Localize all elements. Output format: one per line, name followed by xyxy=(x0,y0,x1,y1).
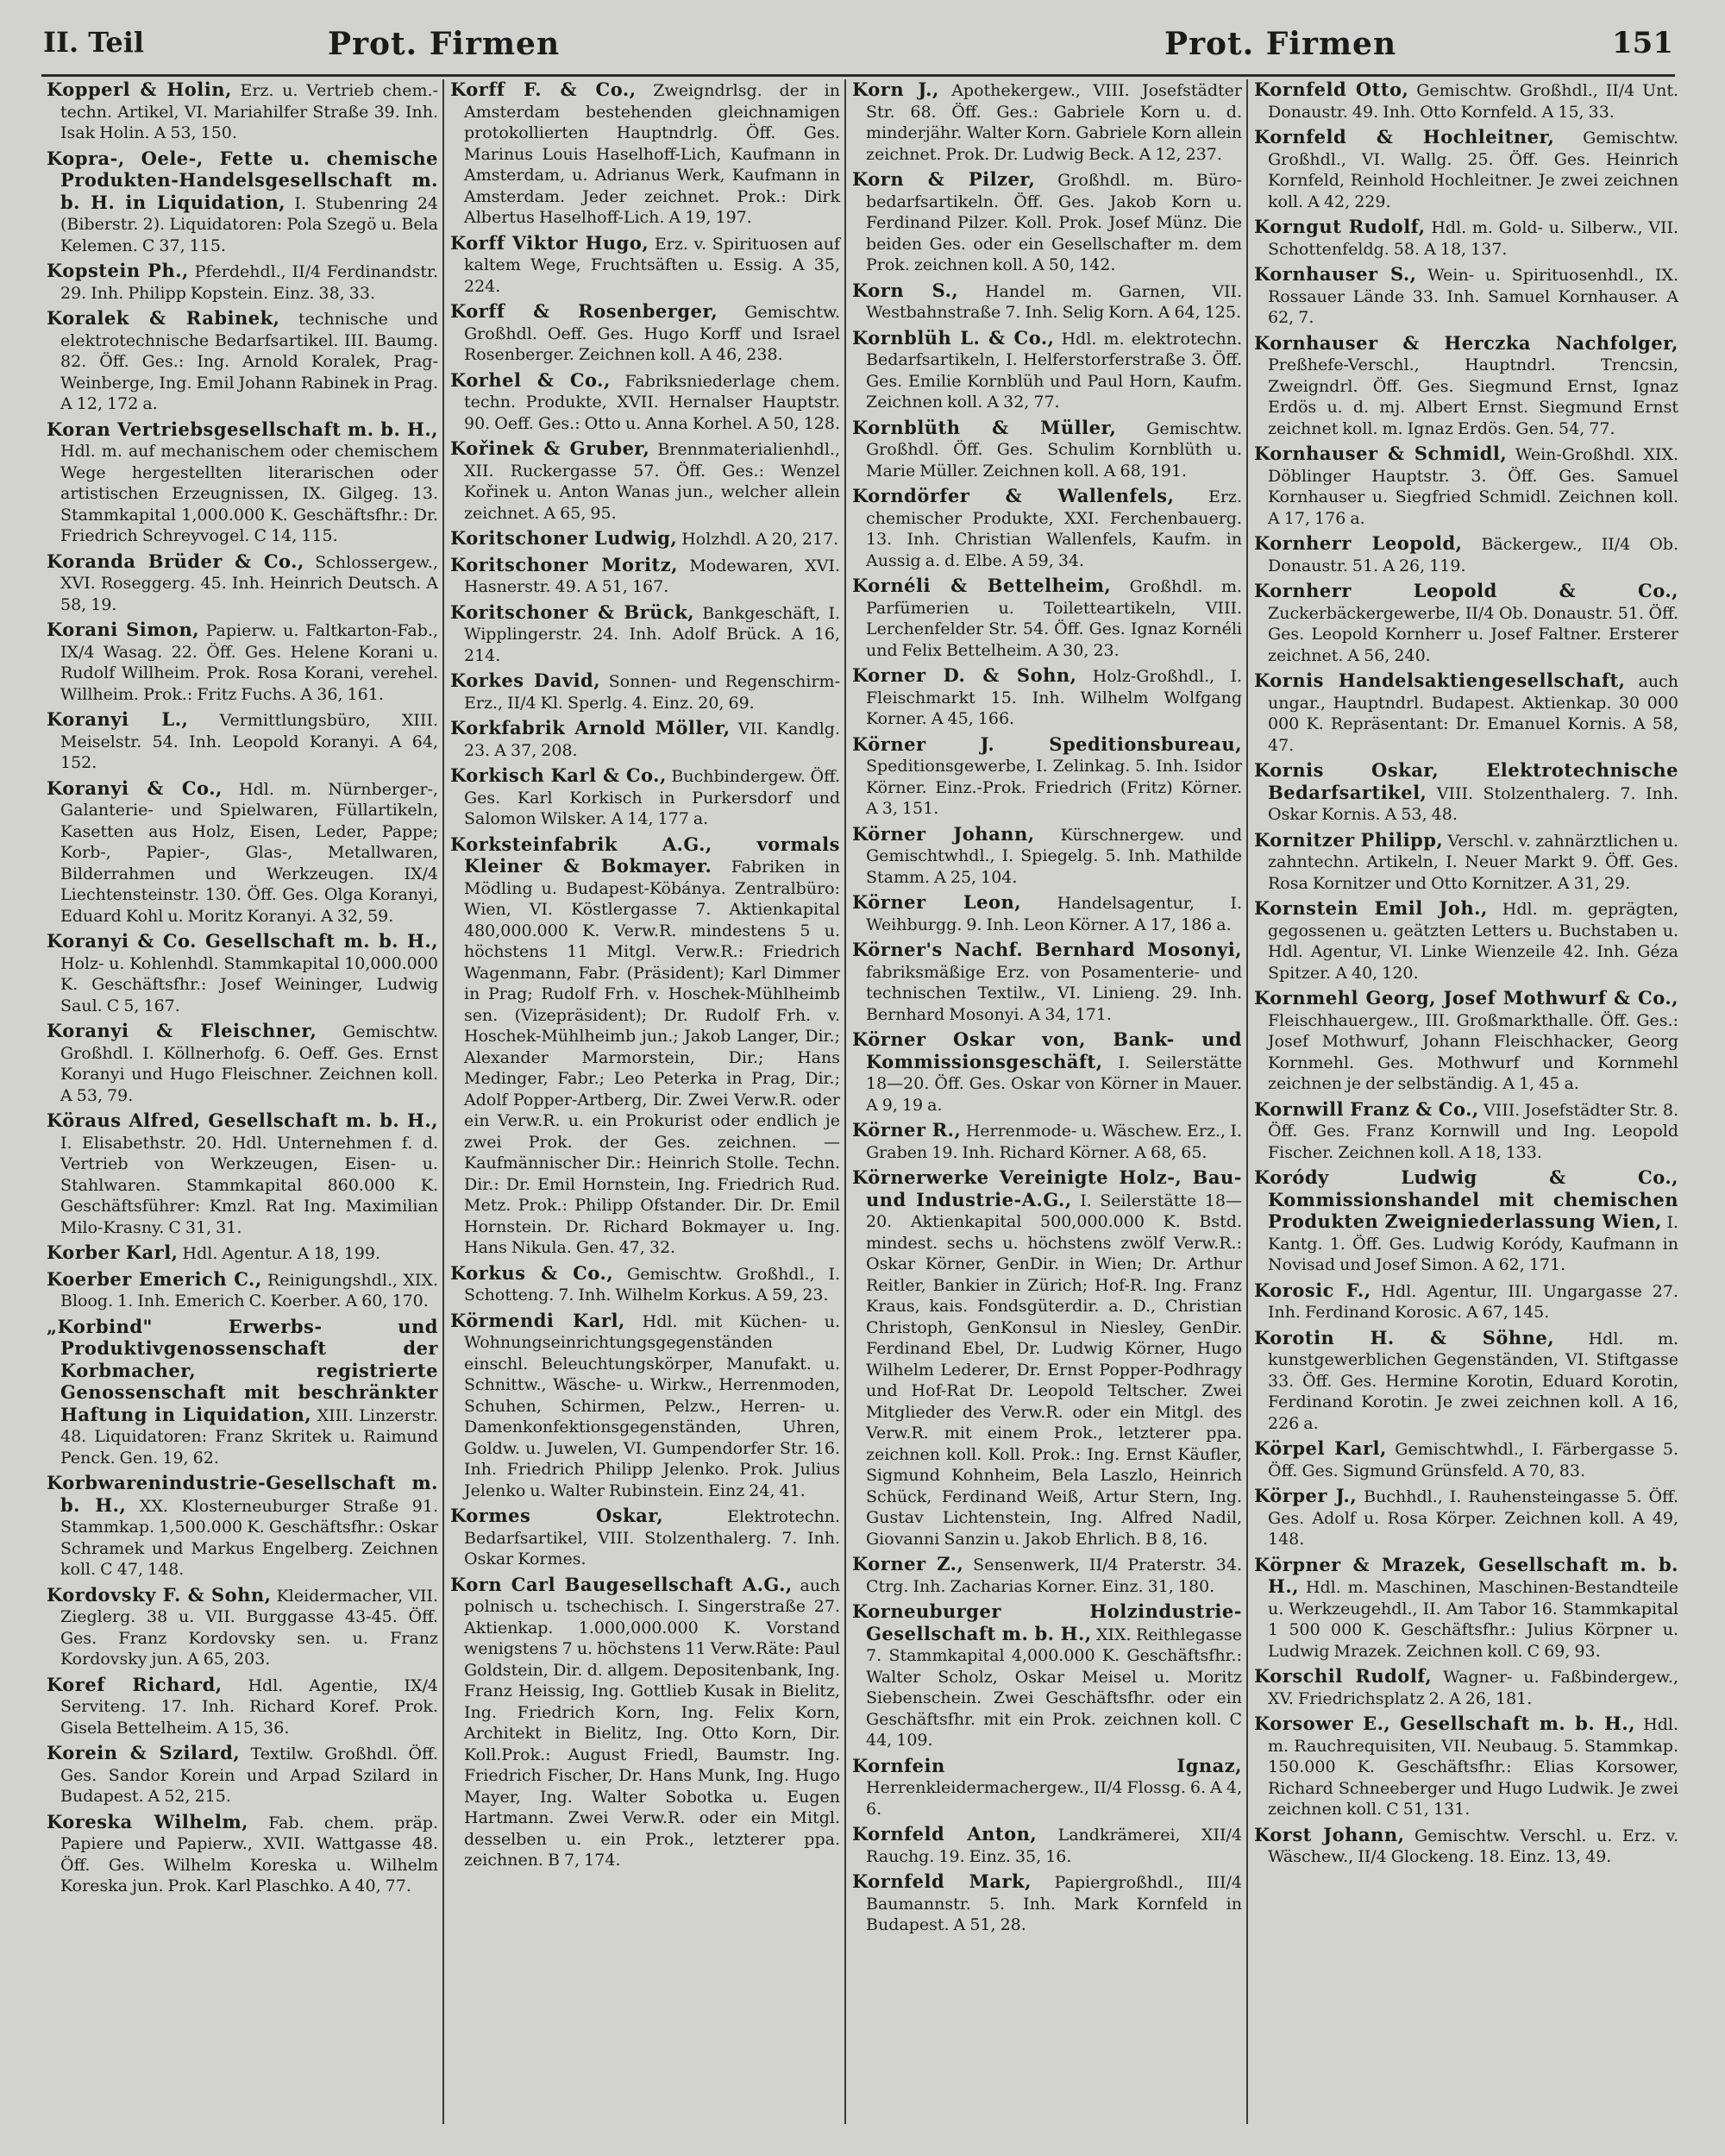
firm-name: Koranyi & Co. Gesellschaft m. b. H., xyxy=(47,930,438,952)
firm-name: Koranyi L., xyxy=(47,708,189,730)
firm-name: Körnerwerke Vereinigte Holz-, Bau- und Industrie-A.G., xyxy=(852,1166,1242,1210)
directory-entry xyxy=(852,79,1242,165)
directory-entry xyxy=(450,370,840,435)
firm-details: VII. Kandlg. 23. A 37, 208. xyxy=(464,720,840,760)
firm-details: fabriksmäßige Erz. von Posamenterie- und technischen Textilw., VI. Linieng. 29. Inh. Bernhard Mosonyi. A 34, 171. xyxy=(866,962,1242,1024)
firm-name: Koródy Ludwig & Co., Kommissionshandel mit chemischen Produkten Zweigniederlassung Wien, xyxy=(1254,1166,1678,1232)
firm-name: Körner's Nachf. Bernhard Mosonyi, xyxy=(852,939,1242,960)
firm-details: Handel m. Garnen, VII. Westbahnstraße 7. Inh. Selig Korn. A 64, 125. xyxy=(866,281,1243,322)
firm-name: Kornis Handelsaktiengesellschaft, xyxy=(1254,669,1626,691)
firm-name: Korndörfer & Wallenfels, xyxy=(852,485,1175,506)
firm-name: Kopstein Ph., xyxy=(47,260,189,281)
firm-name: Koreska Wilhelm, xyxy=(47,1810,248,1832)
firm-details: Erz. v. Spirituosen auf kaltem Wege, Fruchtsäften u. Essig. A 35, 224. xyxy=(464,234,841,296)
column-4 xyxy=(1251,79,1682,2133)
firm-details: Modewaren, XVI. Hasnerstr. 49. A 51, 167. xyxy=(464,556,840,596)
directory-entry xyxy=(1254,264,1678,329)
firm-details: Kürschnergew. und Gemischtwhdl., I. Spiegelg. 5. Inh. Mathilde Stamm. A 25, 104. xyxy=(866,825,1242,887)
directory-entry xyxy=(450,602,840,667)
firm-name: Kornmehl Georg, Josef Mothwurf & Co., xyxy=(1254,987,1678,1009)
firm-details: Gemischtw. Großhdl. I. Köllnerhofg. 6. Oeff. Ges. Ernst Koranyi und Hugo Fleischner. Zeichnen koll. A 53, 79. xyxy=(60,1022,438,1105)
firm-details: Hdl. m. Nürnberger-, Galanterie- und Spielwaren, Füllartikeln, Kasetten aus Holz, Eisen, Leder, Pappe; Korb-, Papier-, Glas-, Metallwaren, Bilderrahmen und Werkzeugen. IX/4 Liechtensteinstr. 130. Öff. Ges. Olga Koranyi, Eduard Kohl u. Moritz Koranyi. A 32, 59. xyxy=(60,779,438,926)
firm-details: Bankgeschäft, I. Wipplingerstr. 24. Inh. Adolf Brück. A 16, 214. xyxy=(464,603,840,665)
firm-details: Herrenmode- u. Wäschew. Erz., I. Graben 19. Inh. Richard Körner. A 68, 65. xyxy=(866,1122,1242,1162)
directory-entry xyxy=(450,438,840,524)
directory-entry xyxy=(47,619,438,705)
firm-details: Verschl. v. zahnärztlichen u. zahntechn. Artikeln, I. Neuer Markt 9. Öff. Ges. Rosa Kornitzer und Otto Kornitzer. A 31, 29. xyxy=(1268,831,1678,893)
firm-details: Textilw. Großhdl. Öff. Ges. Sandor Korein und Arpad Szilard in Budapest. A 52, 215. xyxy=(60,1744,438,1806)
firm-details: Schlossergew., XVI. Roseggerg. 45. Inh. Heinrich Deutsch. A 58, 19. xyxy=(60,552,438,614)
firm-details: auch polnisch u. tschechisch. I. Singerstraße 27. Aktienkap. 1.000,000.000 K. Vorstand wenigstens 7 u. höchstens 11 Verw.Räte: Paul Goldstein, Dir. d. allgem. Depositenbank, Ing. Franz Heissig, Ing. Gottlieb Kusak in Bielitz, Ing. Friedrich Korn, Ing. Felix Korn, Architekt in Bielitz, Ing. Otto Korn, Dir. Koll.Prok.: August Friedl, Baumstr. Ing. Friedrich Fischer, Dr. Hans Munk, Ing. Hugo Mayer, Ing. Walter Sobotka u. Eugen Hartmann. Zwei Verw.R. oder ein Mitgl. desselben u. ein Prok., letzterer ppa. zeichnen. B 7, 174. xyxy=(464,1575,840,1870)
firm-name: Korn & Pilzer, xyxy=(852,168,1036,190)
firm-details: XIII. Linzerstr. 48. Liquidatoren: Franz Skritek u. Raimund Penck. Gen. 19, 62. xyxy=(60,1405,438,1468)
directory-entry xyxy=(47,1317,438,1469)
firm-name: Korneuburger Holzindustrie-Gesellschaft m. b. H., xyxy=(852,1600,1242,1644)
firm-name: Korhel & Co., xyxy=(450,368,611,391)
firm-name: Korkisch Karl & Co., xyxy=(450,764,667,786)
directory-entry xyxy=(47,79,438,144)
firm-name: Kopra-, Oele-, Fette u. chemische Produkten-Handelsgesellschaft m. b. H. in Liquidation, xyxy=(47,147,438,213)
firm-details: Gemischtw. Großhdl. Öff. Ges. Schulim Kornblüth u. Marie Müller. Zeichnen koll. A 68, 191. xyxy=(866,418,1242,481)
directory-entry xyxy=(450,1575,840,1871)
running-title-right: Prot. Firmen xyxy=(1164,26,1397,62)
firm-name: Kormes Oskar, xyxy=(450,1505,664,1526)
firm-details: Fab. chem. präp. Papiere und Papierw., XVII. Wattgasse 48. Öff. Ges. Wilhelm Koreska u. Wilhelm Koreska jun. Prok. Karl Plaschko. A 40, 77. xyxy=(60,1813,438,1895)
directory-entry xyxy=(450,555,840,598)
firm-details: Hdl. m. auf mechanischem oder chemischem Wege hergestellten literarischen oder artistischen Erzeugnissen, IX. Gilgeg. 13. Stammkapital 1,000.000 K. Geschäftsfhr.: Dr. Friedrich Schreyvogel. C 14, 115. xyxy=(60,442,438,545)
firm-name: Koralek & Rabinek, xyxy=(47,307,280,329)
directory-entry xyxy=(47,1812,438,1897)
directory-entry xyxy=(47,1743,438,1807)
firm-details: XIX. Reithlegasse 7. Stammkapital 4,000.000 K. Geschäftsfhr.: Walter Scholz, Oskar Meisel u. Moritz Siebenschein. Zwei Geschäftsfhr. oder ein Geschäftsfhr. mit ein Prok. zeichnen koll. C 44, 109. xyxy=(866,1625,1243,1750)
directory-entry xyxy=(47,1675,438,1739)
firm-name: Körpner & Mrazek, Gesellschaft m. b. H., xyxy=(1254,1553,1678,1597)
firm-details: Reinigungshdl., XIX. Bloog. 1. Inh. Emerich C. Koerber. A 60, 170. xyxy=(60,1270,438,1311)
firm-name: Koritschoner Moritz, xyxy=(450,553,678,575)
firm-name: Kornéli & Bettelheim, xyxy=(852,575,1112,596)
firm-name: Korn J., xyxy=(852,79,939,100)
directory-entry xyxy=(852,824,1242,889)
directory-entry xyxy=(47,308,438,415)
directory-entry xyxy=(47,1585,438,1670)
directory-entry xyxy=(1254,898,1678,984)
firm-details: Preßhefe-Verschl., Hauptndrl. Trencsin, Zweigndrl. Öff. Ges. Siegmund Ernst, Ignaz Erdös u. d. mj. Albert Ernst. Siegmund Ernst zeichnet koll. m. Ignaz Erdös. Gen. 54, 77. xyxy=(1268,355,1678,438)
part-label: II. Teil xyxy=(43,26,145,59)
firm-details: Gemischtw. Verschl. u. Erz. v. Wäschew., II/4 Glockeng. 18. Einz. 13, 49. xyxy=(1268,1826,1678,1866)
directory-entry xyxy=(47,1242,438,1265)
firm-name: Kornfeld Otto, xyxy=(1254,79,1409,100)
firm-name: Koref Richard, xyxy=(47,1673,223,1695)
firm-details: Großhdl. m. Parfümerien u. Toiletteartikeln, VIII. Lerchenfelder Str. 54. Öff. Ges. Ignaz Kornéli und Felix Bettelheim. A 30, 23. xyxy=(866,577,1242,660)
directory-entry xyxy=(852,575,1242,661)
directory-entry xyxy=(1254,79,1678,123)
directory-entry xyxy=(47,778,438,927)
firm-details: Landkrämerei, XII/4 Rauchg. 19. Einz. 35, 16. xyxy=(866,1826,1242,1866)
directory-entry xyxy=(1254,988,1678,1095)
firm-details: XX. Klosterneuburger Straße 91. Stammkap. 1,500.000 K. Geschäftsfhr.: Oskar Schramek und Markus Engelberg. Zeichnen koll. C 47, 148. xyxy=(60,1496,439,1579)
directory-entry xyxy=(47,1110,438,1238)
directory-entry xyxy=(1254,1328,1678,1435)
firm-details: Hdl. m. geprägten, gegossenen u. geätzten Letters u. Buchstaben u. Hdl. Agentur, VI. Linke Wienzeile 42. Inh. Géza Spitzer. A 40, 120. xyxy=(1268,900,1678,983)
directory-entry xyxy=(1254,1555,1678,1663)
directory-entry xyxy=(1254,1167,1678,1276)
firm-details: VIII. Stolzenthalerg. 7. Inh. Oskar Kornis. A 53, 48. xyxy=(1268,783,1678,824)
firm-name: Koranyi & Co., xyxy=(47,776,223,799)
directory-entry xyxy=(47,1021,438,1106)
directory-entry xyxy=(450,718,840,761)
directory-entry xyxy=(450,528,840,550)
directory-entry xyxy=(1254,333,1678,440)
directory-entry xyxy=(852,486,1242,571)
firm-name: Kornfeld Anton, xyxy=(852,1823,1038,1845)
firm-details: Erz. chemischer Produkte, XXI. Ferchenbauerg. 13. Inh. Christian Wallenfels, Kaufm. in Aussig a. d. Elbe. A 59, 34. xyxy=(866,487,1242,570)
column-2 xyxy=(447,79,844,2133)
header-rule xyxy=(41,74,1675,77)
firm-name: Kornherr Leopold, xyxy=(1254,532,1463,554)
directory-entry xyxy=(852,169,1242,276)
firm-details: Bäckergew., II/4 Ob. Donaustr. 51. A 26, 119. xyxy=(1268,535,1678,575)
directory-entry xyxy=(852,280,1242,324)
firm-name: Koranda Brüder & Co., xyxy=(47,550,304,572)
firm-name: Korani Simon, xyxy=(47,619,200,640)
firm-name: Korschil Rudolf, xyxy=(1254,1665,1433,1687)
directory-entry xyxy=(47,1269,438,1312)
firm-details: Wagner- u. Faßbindergew., XV. Friedrichsplatz 2. A 26, 181. xyxy=(1268,1668,1679,1708)
firm-name: Kornherr Leopold & Co., xyxy=(1254,580,1678,601)
firm-details: Gemischtw. Großhdl., VI. Wallg. 25. Öff. Ges. Heinrich Kornfeld, Reinhold Hochleitner. Je zwei zeichnen koll. A 42, 229. xyxy=(1268,129,1678,211)
firm-name: Korotin H. & Söhne, xyxy=(1254,1326,1555,1348)
directory-entry xyxy=(1254,1099,1678,1164)
directory-entry xyxy=(47,551,438,616)
directory-entry xyxy=(852,1120,1242,1163)
directory-entry xyxy=(450,834,840,1259)
firm-details: Sonnen- und Regenschirm-Erz., II/4 Kl. Sperlg. 4. Einz. 20, 69. xyxy=(464,672,840,713)
firm-name: Korkfabrik Arnold Möller, xyxy=(450,717,731,739)
firm-details: VIII. Josefstädter Str. 8. Öff. Ges. Franz Kornwill und Ing. Leopold Fischer. Zeichnen koll. A 18, 133. xyxy=(1268,1100,1678,1162)
firm-name: Korngut Rudolf, xyxy=(1254,216,1426,237)
firm-name: Kořinek & Gruber, xyxy=(450,437,650,459)
firm-name: Koritschoner Ludwig, xyxy=(450,527,678,549)
firm-name: „Korbind" Erwerbs- und Produktivgenossenschaft der Korbmacher, registrierte Genossenschaft mit beschränkter Haftung in Liquidation, xyxy=(47,1315,438,1425)
directory-entry xyxy=(852,418,1242,482)
running-title-left: Prot. Firmen xyxy=(328,26,561,62)
firm-details: Holz-Großhdl., I. Fleischmarkt 15. Inh. Wilhelm Wolfgang Korner. A 45, 166. xyxy=(866,667,1242,728)
firm-details: Erz. u. Vertrieb chem.-techn. Artikel, VI. Mariahilfer Straße 39. Inh. Isak Holin. A 53, 150. xyxy=(60,81,438,142)
firm-name: Korsower E., Gesellschaft m. b. H., xyxy=(1254,1713,1635,1734)
firm-name: Körpel Karl, xyxy=(1254,1437,1387,1459)
directory-entry xyxy=(450,1263,840,1306)
directory-entry xyxy=(450,670,840,713)
firm-name: Kornfeld & Hochleitner, xyxy=(1254,126,1555,148)
firm-details: Handelsagentur, I. Weihburgg. 9. Inh. Leon Körner. A 17, 186 a. xyxy=(866,894,1242,934)
firm-name: Korner D. & Sohn, xyxy=(852,664,1077,686)
column-1 xyxy=(43,79,442,2133)
firm-details: Hdl. mit Küchen- u. Wohnungseinrichtungsgegenständen einschl. Beleuchtungskörper, Manufakt. u. Schnittw., Wäsche- u. Wirkw., Herrenmoden, Schuhen, Schirmen, Pelzw., Herren- u. Damenkonfektionsgegenständen, Uhren, Goldw. u. Juwelen, VI. Gumpendorfer Str. 16. Inh. Friedrich Philipp Jelenko. Prok. Julius Jelenko u. Walter Rubinstein. Einz 24, 41. xyxy=(464,1311,840,1500)
firm-details: Elektrotechn. Bedarfsartikel, VIII. Stolzenthalerg. 7. Inh. Oskar Kormes. xyxy=(464,1507,841,1568)
firm-details: Hdl. Agentur, III. Ungargasse 27. Inh. Ferdinand Korosic. A 67, 145. xyxy=(1268,1281,1678,1322)
firm-details: auch ungar., Hauptndrl. Budapest. Aktienkap. 30 000 000 K. Repräsentant: Dr. Emanuel Kornis. A 58, 47. xyxy=(1268,672,1678,755)
firm-name: Koritschoner & Brück, xyxy=(450,600,695,623)
directory-entry xyxy=(1254,443,1678,529)
firm-details: Zuckerbäckergewerbe, II/4 Ob. Donaustr. 51. Öff. Ges. Leopold Kornherr u. Josef Faltner. Ersterer zeichnet. A 56, 240. xyxy=(1268,603,1678,665)
firm-details: Buchhdl., I. Rauhensteingasse 5. Öff. Ges. Adolf u. Rosa Körper. Zeichnen koll. A 49, 148. xyxy=(1268,1487,1678,1549)
firm-details: Hdl. Agentie, IX/4 Serviteng. 17. Inh. Richard Koref. Prok. Gisela Bettelheim. A 15, 36. xyxy=(60,1675,438,1738)
firm-name: Korff & Rosenberger, xyxy=(450,300,718,322)
directory-entry xyxy=(1254,1486,1678,1550)
column-divider xyxy=(1246,79,1248,2124)
directory-entry xyxy=(852,940,1242,1025)
firm-name: Korein & Szilard, xyxy=(47,1742,241,1763)
firm-name: Kornitzer Philipp, xyxy=(1254,828,1444,851)
directory-entry xyxy=(1254,1280,1678,1323)
directory-entry xyxy=(1254,217,1678,260)
firm-name: Kornwill Franz & Co., xyxy=(1254,1097,1479,1120)
directory-entry xyxy=(852,1167,1242,1549)
firm-name: Körner J. Speditionsbureau, xyxy=(852,732,1242,755)
firm-details: Wein-Großhdl. XIX. Döblinger Hauptstr. 3. Öff. Ges. Samuel Kornhauser u. Siegfried Schmidl. Zeichnen koll. A 17, 176 a. xyxy=(1268,445,1678,528)
directory-entry xyxy=(1254,760,1678,826)
directory-entry xyxy=(1254,127,1678,212)
directory-entry xyxy=(1254,533,1678,576)
firm-name: Köraus Alfred, Gesellschaft m. b. H., xyxy=(47,1109,438,1131)
directory-entry xyxy=(852,734,1242,820)
firm-details: Papierw. u. Faltkarton-Fab., IX/4 Wasag. 22. Öff. Ges. Helene Korani u. Rudolf Willheim. Prok. Rosa Korani, verehel. Willheim. Prok.: Fritz Fuchs. A 36, 161. xyxy=(60,621,438,704)
firm-details: Hdl. m. elektrotechn. Bedarfsartikeln, I. Helferstorferstraße 3. Öff. Ges. Emilie Kornblüh und Paul Horn, Kaufm. Zeichnen koll. A 32, 77. xyxy=(866,329,1242,412)
firm-details: I. Stubenring 24 (Biberstr. 2). Liquidatoren: Pola Szegö u. Bela Kelemen. C 37, 115. xyxy=(60,193,438,255)
firm-name: Kornblüh L. & Co., xyxy=(852,326,1055,349)
firm-details: Wein- u. Spirituosenhdl., IX. Rossauer Lände 33. Inh. Samuel Kornhauser. A 62, 7. xyxy=(1268,266,1678,327)
firm-name: Korff F. & Co., xyxy=(450,79,637,100)
directory-entry xyxy=(450,1505,840,1570)
firm-name: Kopperl & Holin, xyxy=(47,79,232,100)
firm-name: Korber Karl, xyxy=(47,1241,179,1263)
firm-name: Korff Viktor Hugo, xyxy=(450,231,649,254)
firm-name: Korkus & Co., xyxy=(450,1261,614,1284)
firm-details: Herrenkleidermachergew., II/4 Flossg. 6. A 4, 6. xyxy=(866,1778,1242,1819)
firm-details: Zweigndrlsg. der in Amsterdam bestehenden gleichnamigen protokollierten Hauptndrlg. Öff. Ges. Marinus Louis Haselhoff-Lich, Kaufmann in Amsterdam, u. Adrianus Werk, Kaufmann in Amsterdam. Jeder zeichnet. Prok.: Dirk Albertus Haselhoff-Lich. A 19, 197. xyxy=(464,81,840,227)
directory-entry xyxy=(47,261,438,304)
column-divider xyxy=(844,79,846,2124)
firm-details: Großhdl. m. Büro-bedarfsartikeln. Öff. Ges. Jakob Korn u. Ferdinand Pilzer. Koll. Prok. Josef Münz. Die beiden Ges. oder ein Gesellschafter m. dem Prok. zeichnen koll. A 50, 142. xyxy=(866,171,1242,274)
directory-entry xyxy=(852,1756,1242,1820)
directory-entry xyxy=(450,765,840,830)
firm-name: Kornhauser & Schmidl, xyxy=(1254,443,1508,464)
firm-details: Hdl. m. Maschinen, Maschinen-Bestandteile u. Werkzeugehdl., II. Am Tabor 16. Stammkapital 1 500 000 K. Geschäftsfhr.: Julius Körpner u. Ludwig Mrazek. Zeichnen koll. C 69, 93. xyxy=(1268,1578,1678,1661)
firm-name: Körner Oskar von, Bank- und Kommissionsgeschäft, xyxy=(852,1028,1242,1072)
directory-entry xyxy=(450,1311,840,1502)
directory-entry xyxy=(852,1554,1242,1597)
firm-details: Pferdehdl., II/4 Ferdinandstr. 29. Inh. Philipp Kopstein. Einz. 38, 33. xyxy=(60,262,438,303)
directory-entry xyxy=(852,892,1242,935)
firm-details: I. Kantg. 1. Öff. Ges. Ludwig Koródy, Kaufmann in Novisad und Josef Simon. A 62, 171. xyxy=(1268,1213,1678,1274)
directory-entry xyxy=(47,1473,438,1581)
directory-entry xyxy=(852,1871,1242,1936)
directory-entry xyxy=(852,1029,1242,1116)
directory-entry xyxy=(1254,670,1678,756)
firm-details: Brennmaterialienhdl., XII. Ruckergasse 57. Öff. Ges.: Wenzel Kořinek u. Anton Wanas jun., welcher allein zeichnet. A 65, 95. xyxy=(464,440,840,523)
firm-details: Hdl. m. Rauchrequisiten, VII. Neubaug. 5. Stammkap. 150.000 K. Geschäftsfhr.: Elias Korsower, Richard Schneeberger und Hugo Ludwik. Je zwei zeichnen koll. C 51, 131. xyxy=(1268,1715,1678,1819)
firm-name: Kornhauser S., xyxy=(1254,263,1417,285)
firm-details: technische und elektrotechnische Bedarfsartikel. III. Baumg. 82. Öff. Ges.: Ing. Arnold Koralek, Prag-Weinberge, Ing. Emil Johann Rabinek in Prag. A 12, 172 a. xyxy=(60,310,438,413)
firm-details: I. Seilerstätte 18—20. Aktienkapital 500,000.000 K. Bstd. mindest. sechs u. höchstens zwölf Verw.R.: Oskar Körner, GenDir. in Wien; Dr. Arthur Reitler, Bankier in Zürich; Hof-R. Ing. Franz Kraus, kais. Fondsgüterdir. a. D., Christian Christoph, GenKonsul in Niesley, GenDir. Ferdinand Ebel, Dr. Ludwig Körner, Hugo Wilhelm Lederer, Dr. Ernst Popper-Podhragy und Hof-Rat Dr. Leopold Teltscher. Zwei Mitglieder des Verw.R. oder ein Mitgl. des Verw.R. mit einem Prok., letzterer ppa. zeichnen koll. Koll. Prok.: Ing. Ernst Käufler, Sigmund Kohnheim, Bela Laszlo, Heinrich Schück, Ferdinand Weiß, Artur Stern, Ing. Gustav Lichtenstein, Ing. Alfred Nadil, Giovanni Sanzin u. Jakob Ehrlich. B 8, 16. xyxy=(866,1191,1242,1549)
firm-details: Hdl. Agentur. A 18, 199. xyxy=(178,1244,381,1263)
page-number: 151 xyxy=(1612,26,1673,60)
directory-entry xyxy=(47,931,438,1016)
firm-details: Fleischhauergew., III. Großmarkthalle. Öff. Ges.: Josef Mothwurf, Johann Fleischhacker, Georg Kornmehl. Ges. Mothwurf und Kornmehl zeichnen je der selbständig. A 1, 45 a. xyxy=(1268,1010,1678,1093)
directory-entry xyxy=(1254,1713,1678,1820)
firm-name: Korkes David, xyxy=(450,669,601,691)
directory-entry xyxy=(852,665,1242,730)
firm-name: Korn S., xyxy=(852,279,959,301)
column-divider xyxy=(442,79,444,2124)
firm-details: Hdl. m. kunstgewerblichen Gegenständen, VI. Stiftgasse 33. Öff. Ges. Hermine Korotin, Eduard Korotin, Ferdinand Korotin. Je zwei zeichnen koll. A 16, 226 a. xyxy=(1268,1329,1678,1433)
firm-details: Fabriksniederlage chem. techn. Produkte, XVII. Hernalser Hauptstr. 90. Oeff. Ges.: Otto u. Anna Korhel. A 50, 128. xyxy=(464,371,840,433)
directory-entry xyxy=(852,1824,1242,1867)
firm-name: Koranyi & Fleischner, xyxy=(47,1020,317,1041)
directory-entry xyxy=(852,328,1242,413)
directory-entry xyxy=(47,709,438,774)
firm-name: Kornis Oskar, Elektrotechnische Bedarfsartikel, xyxy=(1254,759,1678,803)
firm-name: Korner Z., xyxy=(852,1553,964,1575)
directory-entry xyxy=(450,79,840,229)
firm-details: Sensenwerk, II/4 Praterstr. 34. Ctrg. Inh. Zacharias Korner. Einz. 31, 180. xyxy=(866,1556,1242,1596)
firm-details: I. Seilerstätte 18—20. Öff. Ges. Oskar von Körner in Mauer. A 9, 19 a. xyxy=(866,1053,1242,1115)
firm-name: Kornfeld Mark, xyxy=(852,1870,1032,1892)
firm-name: Körner R., xyxy=(852,1119,962,1141)
firm-details: Vermittlungsbüro, XIII. Meiselstr. 54. Inh. Leopold Koranyi. A 64, 152. xyxy=(60,711,438,772)
firm-name: Kornstein Emil Joh., xyxy=(1254,897,1488,919)
firm-details: Gemischtw. Großhdl., II/4 Unt. Donaustr. 49. Inh. Otto Kornfeld. A 15, 33. xyxy=(1268,81,1678,122)
firm-name: Körmendi Karl, xyxy=(450,1309,625,1331)
column-3 xyxy=(849,79,1245,2133)
firm-name: Körner Johann, xyxy=(852,822,1035,845)
directory-entry xyxy=(1254,581,1678,666)
directory-entry xyxy=(450,301,840,366)
directory-entry xyxy=(450,233,840,298)
directory-entry xyxy=(1254,830,1678,895)
firm-details: Kleidermacher, VII. Zieglerg. 38 u. VII. Burggasse 43-45. Öff. Ges. Franz Kordovsky sen. u. Franz Kordovsky jun. A 65, 203. xyxy=(60,1586,438,1669)
firm-details: Gemischtw. Großhdl., I. Schotteng. 7. Inh. Wilhelm Korkus. A 59, 23. xyxy=(464,1264,841,1304)
directory-entry xyxy=(852,1601,1242,1751)
firm-name: Koerber Emerich C., xyxy=(47,1267,262,1290)
firm-details: Fabriken in Mödling u. Budapest-Köbánya. Zentralbüro: Wien, VI. Köstlergasse 7. Aktienkapital 480,000.000 K. Verw.R. mindestens 5 u. höchstens 11 Mitgl. Verw.R.: Friedrich Wagenmann, Fabr. (Präsident); Karl Dimmer in Prag; Rudolf Frh. v. Hoschek-Mühlheimb sen. (Vizepräsident); Dr. Rudolf Frh. v. Hoschek-Mühlheimb jun.; Jakob Langer, Dir.; Alexander Marmorstein, Dir.; Hans Medinger, Fabr.; Leo Peterka in Prag, Dir.; Adolf Popper-Artberg, Dir. Zwei Verw.R. oder ein Verw.R. u. ein Prokurist oder endlich je zwei Prok. der Ges. zeichnen. — Kaufmännischer Dir.: Heinrich Stolle. Techn. Dir.: Dr. Emil Hornstein, Ing. Friedrich Rud. Metz. Prok.: Philipp Ofstander. Dir. Dr. Emil Hornstein. Dr. Richard Bokmayer u. Ing. Hans Nikula. Gen. 47, 32. xyxy=(464,858,840,1257)
firm-details: Holzhdl. A 20, 217. xyxy=(677,530,839,549)
directory-entry xyxy=(1254,1666,1678,1709)
firm-name: Korksteinfabrik A.G., vormals Kleiner & Bokmayer. xyxy=(450,833,840,877)
firm-details: Papiergroßhdl., III/4 Baumannstr. 5. Inh. Mark Kornfeld in Budapest. A 51, 28. xyxy=(866,1873,1242,1934)
firm-name: Körper J., xyxy=(1254,1485,1358,1506)
firm-details: Holz- u. Kohlenhdl. Stammkapital 10,000.000 K. Geschäftsfhr.: Josef Weininger, Ludwig Saul. C 5, 167. xyxy=(60,953,438,1015)
firm-details: Apothekergew., VIII. Josefstädter Str. 68. Öff. Ges.: Gabriele Korn u. d. minderjähr. Walter Korn. Gabriele Korn allein zeichnet. Prok. Dr. Ludwig Beck. A 12, 237. xyxy=(866,81,1243,164)
page-header xyxy=(43,19,1673,69)
firm-name: Kornblüth & Müller, xyxy=(852,416,1117,438)
directory-entry xyxy=(1254,1438,1678,1481)
firm-name: Korn Carl Baugesellschaft A.G., xyxy=(450,1573,793,1595)
firm-name: Körner Leon, xyxy=(852,891,1022,913)
firm-name: Korst Johann, xyxy=(1254,1823,1405,1845)
firm-details: Gemischtw. Großhdl. Oeff. Ges. Hugo Korff und Israel Rosenberger. Zeichnen koll. A 46, 238. xyxy=(464,303,841,364)
firm-name: Korosic F., xyxy=(1254,1279,1371,1301)
directory-entry xyxy=(47,419,438,547)
directory-entry xyxy=(1254,1825,1678,1868)
firm-details: Hdl. m. Gold- u. Silberw., VII. Schottenfeldg. 58. A 18, 137. xyxy=(1268,218,1678,259)
firm-name: Kornhauser & Herczka Nachfolger, xyxy=(1254,331,1678,354)
firm-name: Korbwarenindustrie-Gesellschaft m. b. H., xyxy=(47,1472,438,1516)
directory-entry xyxy=(47,148,438,257)
firm-name: Koran Vertriebsgesellschaft m. b. H., xyxy=(47,418,438,440)
firm-details: Buchbindergew. Öff. Ges. Karl Korkisch in Purkersdorf und Salomon Wilsker. A 14, 177 a. xyxy=(464,767,840,828)
firm-details: I. Elisabethstr. 20. Hdl. Unternehmen f. d. Vertrieb von Werkzeugen, Eisen- u. Stahlwaren. Stammkapital 860.000 K. Geschäftsführer: Kmzl. Rat Ing. Maximilian Milo-Krasny. C 31, 31. xyxy=(60,1133,438,1237)
firm-details: Gemischtwhdl., I. Färbergasse 5. Öff. Ges. Sigmund Grünsfeld. A 70, 83. xyxy=(1268,1440,1679,1480)
firm-details: Speditionsgewerbe, I. Zelinkag. 5. Inh. Isidor Körner. Einz.-Prok. Friedrich (Fritz) Körner. A 3, 151. xyxy=(866,757,1242,818)
firm-name: Kornfein Ignaz, xyxy=(852,1754,1242,1776)
firm-name: Kordovsky F. & Sohn, xyxy=(47,1583,272,1606)
